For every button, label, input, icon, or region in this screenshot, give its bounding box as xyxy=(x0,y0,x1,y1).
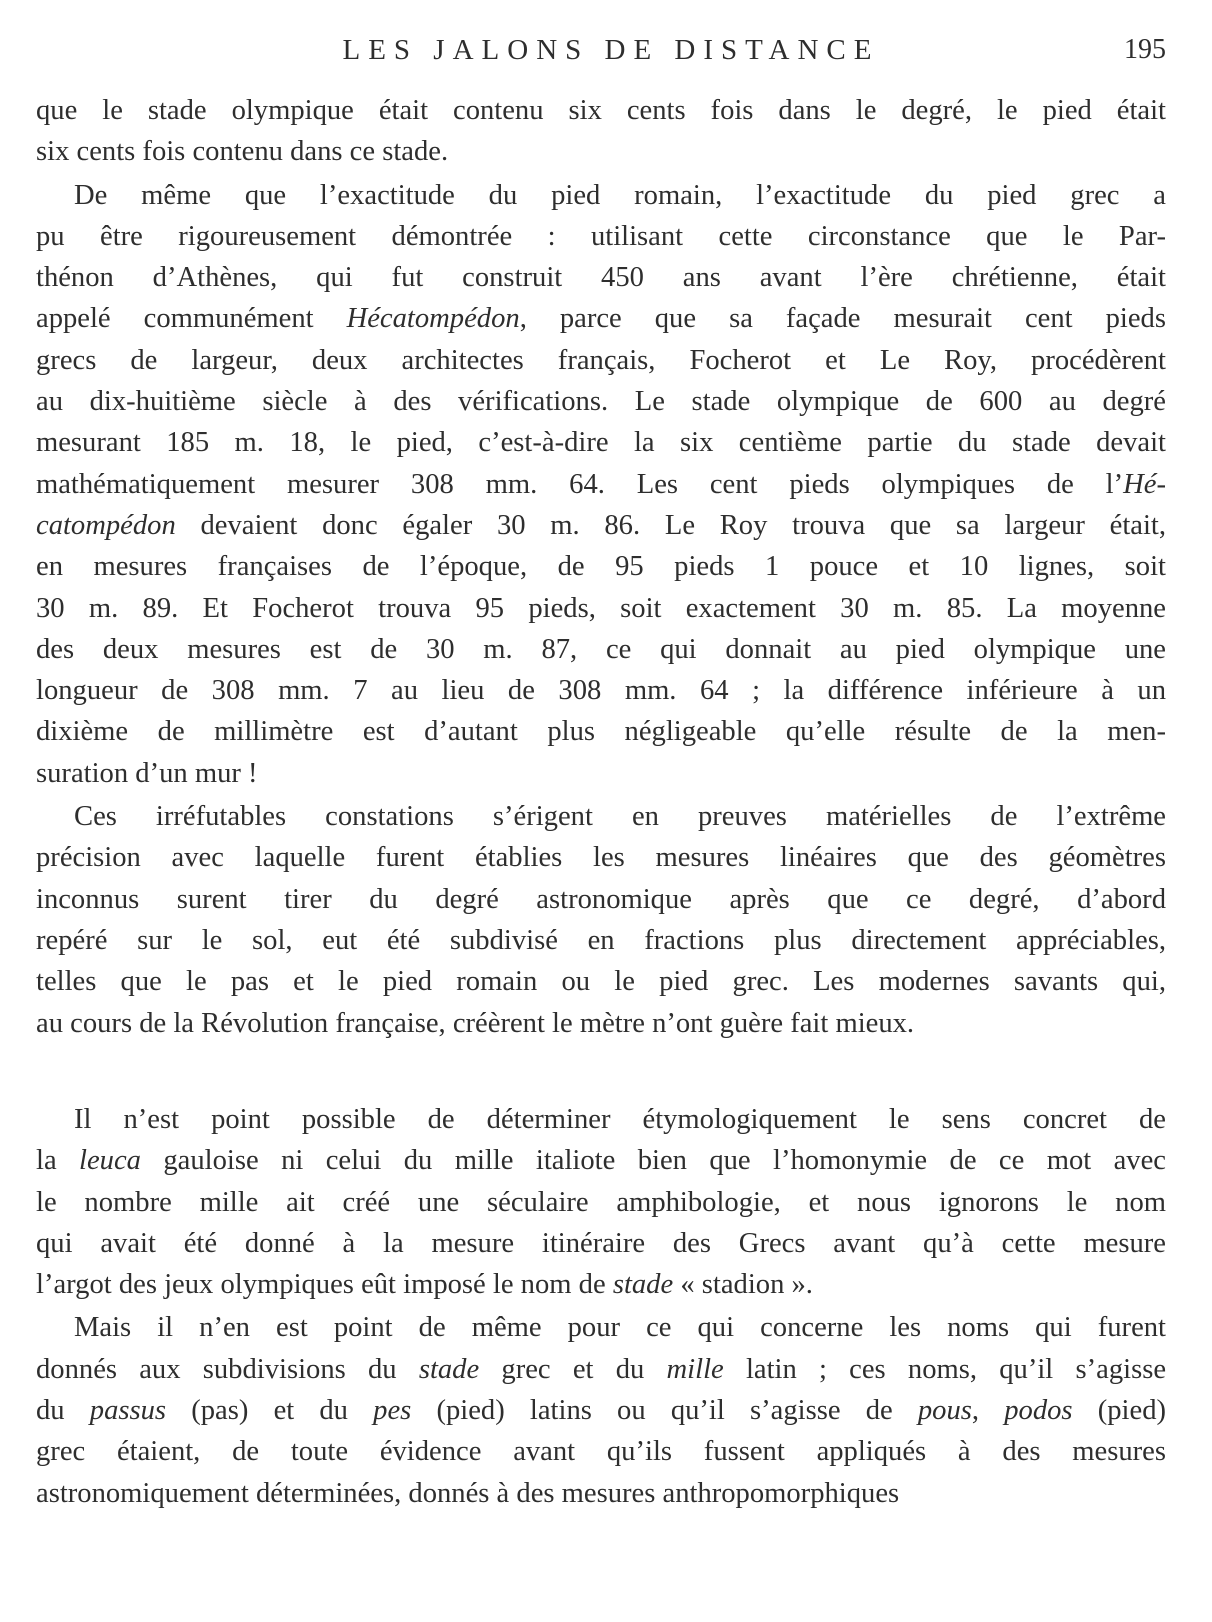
text-line xyxy=(36,505,1166,546)
text-line: 30 m. 89. Et Focherot trouva 95 pieds, soit exactement 30 m. 85. La moyenne xyxy=(36,592,1166,624)
page-number: 195 xyxy=(1124,34,1166,65)
text-run: la xyxy=(36,1145,80,1177)
text-run: appelé communément xyxy=(36,303,347,335)
italic-term: catompédon xyxy=(36,509,176,541)
italic-term: Hécatompédon xyxy=(346,303,520,335)
text-line: repéré sur le sol, eut été subdivisé en fractions plus directement appréciables, xyxy=(36,924,1166,956)
text-run: l’argot des jeux olympiques eût imposé le nom de xyxy=(36,1269,613,1301)
text-line: en mesures françaises de l’époque, de 95 pieds 1 pouce et 10 lignes, soit xyxy=(36,551,1166,583)
text-line xyxy=(36,1390,1166,1431)
text-run: mathématiquement mesurer 308 mm. 64. Les cent pieds olympiques de l’ xyxy=(36,468,1124,500)
italic-term: mille xyxy=(666,1353,724,1385)
text-line: inconnus surent tirer du degré astronomique après que ce degré, d’abord xyxy=(36,883,1166,915)
text-line xyxy=(36,298,1166,339)
text-line: thénon d’Athènes, qui fut construit 450 ans avant l’ère chrétienne, était xyxy=(36,262,1166,294)
italic-term: leuca xyxy=(79,1145,141,1177)
text-section-2 xyxy=(36,1097,1166,1514)
text-line xyxy=(36,464,1166,505)
text-line: que le stade olympique était contenu six cents fois dans le degré, le pied était xyxy=(36,95,1166,126)
text-line: mesurant 185 m. 18, le pied, c’est-à-dire la six centième partie du stade devait xyxy=(36,427,1166,459)
text-run: (pied) latins ou qu’il s’agisse de xyxy=(411,1395,918,1427)
text-line: grec étaient, de toute évidence avant qu’ils fussent appliqués à des mesures xyxy=(36,1436,1166,1468)
text-run: , xyxy=(971,1395,1005,1427)
text-run: donnés aux subdivisions du xyxy=(36,1353,419,1385)
italic-term: pous xyxy=(917,1395,972,1427)
text-line: pu être rigoureusement démontrée : utilisant cette circonstance que le Par- xyxy=(36,220,1166,252)
text-line: qui avait été donné à la mesure itinéraire des Grecs avant qu’à cette mesure xyxy=(36,1227,1166,1259)
paragraph xyxy=(36,90,1166,173)
text-line: suration d’un mur ! xyxy=(36,757,258,789)
italic-term: pes xyxy=(373,1395,412,1427)
running-head xyxy=(36,34,1166,74)
italic-term: Hé- xyxy=(1123,468,1166,500)
text-run: latin ; ces noms, qu’il s’agisse xyxy=(723,1353,1167,1385)
text-run: , parce que sa façade mesurait cent pieds xyxy=(519,303,1166,335)
text-line: longueur de 308 mm. 7 au lieu de 308 mm. 64 ; la différence inférieure à un xyxy=(36,675,1166,707)
text-run: du xyxy=(36,1395,90,1427)
text-line: Ces irréfutables constations s’érigent en preuves matérielles de l’extrême xyxy=(74,801,1166,833)
text-line: grecs de largeur, deux architectes français, Focherot et Le Roy, procédèrent xyxy=(36,344,1166,376)
text-line: dixième de millimètre est d’autant plus négligeable qu’elle résulte de la men- xyxy=(36,716,1166,748)
text-line xyxy=(36,1140,1166,1181)
paragraph xyxy=(36,796,1166,1044)
paragraph xyxy=(36,1307,1166,1513)
text-line: Mais il n’en est point de même pour ce qui concerne les noms qui furent xyxy=(74,1312,1166,1344)
text-run: grec et du xyxy=(479,1353,667,1385)
italic-term: stade xyxy=(418,1353,480,1385)
text-line: précision avec laquelle furent établies les mesures linéaires que des géomètres xyxy=(36,842,1166,874)
text-run: (pas) et du xyxy=(166,1395,374,1427)
text-line: telles que le pas et le pied romain ou le pied grec. Les modernes savants qui, xyxy=(36,966,1166,998)
text-run: (pied) xyxy=(1072,1395,1167,1427)
text-section-1 xyxy=(36,88,1166,1044)
text-line: Il n’est point possible de déterminer étymologiquement le sens concret de xyxy=(74,1104,1166,1135)
italic-term: podos xyxy=(1004,1395,1073,1427)
italic-term: passus xyxy=(89,1395,167,1427)
text-run: gauloise ni celui du mille italiote bien que l’homonymie de ce mot avec xyxy=(140,1145,1166,1177)
paragraph xyxy=(36,175,1166,794)
text-line: De même que l’exactitude du pied romain, l’exactitude du pied grec a xyxy=(74,179,1166,211)
text-line: au dix-huitième siècle à des vérifications. Le stade olympique de 600 au degré xyxy=(36,386,1166,418)
text-line: astronomiquement déterminées, donnés à des mesures anthropomorphiques xyxy=(36,1477,900,1509)
text-line: le nombre mille ait créé une séculaire amphibologie, et nous ignorons le nom xyxy=(36,1186,1166,1218)
text-line: des deux mesures est de 30 m. 87, ce qui donnait au pied olympique une xyxy=(36,633,1166,665)
text-line: au cours de la Révolution française, créèrent le mètre n’ont guère fait mieux. xyxy=(36,1007,915,1039)
text-line xyxy=(36,1264,1166,1305)
text-line xyxy=(36,1349,1166,1390)
text-line: six cents fois contenu dans ce stade. xyxy=(36,136,449,168)
text-run: devaient donc égaler 30 m. 86. Le Roy trouva que sa largeur était, xyxy=(175,509,1166,541)
running-title: LES JALONS DE DISTANCE xyxy=(342,34,880,66)
text-run: « stadion ». xyxy=(673,1269,813,1301)
paragraph xyxy=(36,1099,1166,1305)
italic-term: stade xyxy=(612,1269,674,1301)
